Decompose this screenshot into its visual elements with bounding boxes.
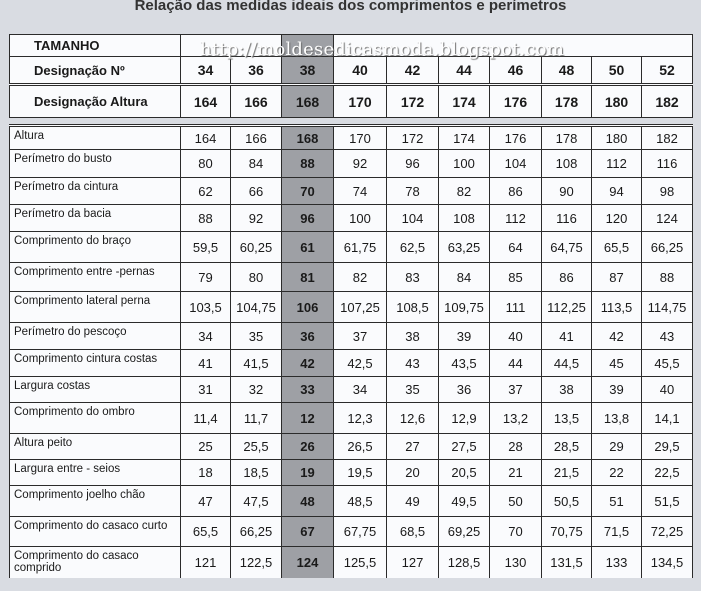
measurement-value: 70,75 [542, 517, 592, 547]
table-row [10, 178, 693, 205]
size-number-cell: 50 [592, 57, 642, 85]
measurement-value: 65,5 [181, 517, 231, 547]
measurement-value: 41 [181, 350, 231, 377]
measurement-value: 40 [490, 323, 542, 350]
table-row [10, 403, 693, 434]
measurement-value: 43 [642, 323, 693, 350]
measurement-value: 108 [542, 150, 592, 178]
measurement-label: Perímetro da bacia [10, 205, 181, 232]
measurement-value: 11,7 [231, 403, 282, 434]
measurement-value: 166 [231, 126, 282, 150]
measurement-value: 113,5 [592, 292, 642, 323]
measurement-value: 60,25 [231, 232, 282, 263]
measurement-value: 21 [490, 460, 542, 486]
measurement-value: 85 [490, 263, 542, 292]
size-number-cell: 48 [542, 57, 592, 85]
measurement-value: 29 [592, 434, 642, 460]
measurement-label: Largura entre - seios [10, 460, 181, 486]
measurement-label: Altura [10, 126, 181, 150]
measurement-value: 18,5 [231, 460, 282, 486]
size-height-cell: 164 [181, 85, 231, 118]
measurement-value: 42 [282, 350, 334, 377]
measurement-value: 65,5 [592, 232, 642, 263]
measurement-value: 45 [592, 350, 642, 377]
table-row [10, 263, 693, 292]
measurement-value: 88 [282, 150, 334, 178]
measurement-value: 13,8 [592, 403, 642, 434]
measurement-value: 108 [439, 205, 490, 232]
measurement-value: 45,5 [642, 350, 693, 377]
measurement-value: 35 [387, 377, 439, 403]
measurement-value: 121 [181, 547, 231, 579]
table-row [10, 434, 693, 460]
measurement-value: 70 [490, 517, 542, 547]
measurement-value: 70 [282, 178, 334, 205]
measurement-value: 109,75 [439, 292, 490, 323]
table-row [10, 232, 693, 263]
measurement-value: 20,5 [439, 460, 490, 486]
designacao-altura-label: Designação Altura [10, 85, 181, 118]
measurement-value: 92 [334, 150, 387, 178]
measurement-value: 80 [231, 263, 282, 292]
table-row [10, 323, 693, 350]
measurement-value: 62 [181, 178, 231, 205]
measurement-label: Comprimento do casaco curto [10, 517, 181, 547]
measurement-value: 96 [387, 150, 439, 178]
measurement-value: 14,1 [642, 403, 693, 434]
measurement-value: 134,5 [642, 547, 693, 579]
measurement-value: 49 [387, 486, 439, 517]
measurement-value: 13,2 [490, 403, 542, 434]
measurement-value: 19,5 [334, 460, 387, 486]
size-number-cell: 44 [439, 57, 490, 85]
measurement-value: 112 [490, 205, 542, 232]
scan-margin [0, 578, 701, 591]
page-title: Relação das medidas ideais dos comprimentos e perímetros [134, 0, 567, 14]
measurement-value: 43 [387, 350, 439, 377]
size-height-cell: 178 [542, 85, 592, 118]
table-row [10, 205, 693, 232]
measurement-value: 51,5 [642, 486, 693, 517]
measurement-value: 12,3 [334, 403, 387, 434]
measurement-label: Perímetro da cintura [10, 178, 181, 205]
measurement-value: 68,5 [387, 517, 439, 547]
measurement-value: 19 [282, 460, 334, 486]
measurement-value: 28,5 [542, 434, 592, 460]
measurement-value: 61,75 [334, 232, 387, 263]
measurement-value: 107,25 [334, 292, 387, 323]
size-number-cell: 36 [231, 57, 282, 85]
measurement-value: 116 [642, 150, 693, 178]
measurement-value: 130 [490, 547, 542, 579]
measurement-value: 48 [282, 486, 334, 517]
measurement-value: 66,25 [231, 517, 282, 547]
measurement-value: 125,5 [334, 547, 387, 579]
measurement-value: 72,25 [642, 517, 693, 547]
measurement-label: Perímetro do pescoço [10, 323, 181, 350]
measurement-value: 34 [181, 323, 231, 350]
measurement-value: 127 [387, 547, 439, 579]
measurement-value: 26 [282, 434, 334, 460]
measurement-value: 120 [592, 205, 642, 232]
measurement-value: 172 [387, 126, 439, 150]
measurement-value: 79 [181, 263, 231, 292]
measurement-value: 92 [231, 205, 282, 232]
measurement-value: 27 [387, 434, 439, 460]
measurement-value: 180 [592, 126, 642, 150]
measurement-value: 100 [334, 205, 387, 232]
measurement-value: 71,5 [592, 517, 642, 547]
measurement-label: Comprimento do braço [10, 232, 181, 263]
measurement-value: 96 [282, 205, 334, 232]
measurement-value: 41 [542, 323, 592, 350]
table-row [10, 460, 693, 486]
table-row [10, 486, 693, 517]
measurement-value: 84 [231, 150, 282, 178]
measurement-value: 38 [387, 323, 439, 350]
measurement-value: 98 [642, 178, 693, 205]
measurement-value: 104 [387, 205, 439, 232]
measurement-value: 42 [592, 323, 642, 350]
measurement-value: 124 [642, 205, 693, 232]
measurement-value: 12,6 [387, 403, 439, 434]
measurement-value: 69,25 [439, 517, 490, 547]
measurement-value: 44,5 [542, 350, 592, 377]
measurement-value: 133 [592, 547, 642, 579]
measurement-value: 104,75 [231, 292, 282, 323]
measurement-value: 28 [490, 434, 542, 460]
measurement-value: 94 [592, 178, 642, 205]
measurement-value: 83 [387, 263, 439, 292]
measurement-label: Largura costas [10, 377, 181, 403]
measurement-value: 86 [542, 263, 592, 292]
measurement-value: 64 [490, 232, 542, 263]
size-height-cell: 172 [387, 85, 439, 118]
measurement-value: 47,5 [231, 486, 282, 517]
size-number-cell: 38 [282, 57, 334, 85]
measurement-value: 88 [642, 263, 693, 292]
measurement-label: Comprimento do casaco comprido [10, 547, 181, 579]
measurement-value: 122,5 [231, 547, 282, 579]
measurement-label: Comprimento do ombro [10, 403, 181, 434]
measurement-value: 20 [387, 460, 439, 486]
measurement-value: 36 [282, 323, 334, 350]
size-number-cell: 42 [387, 57, 439, 85]
measurement-value: 64,75 [542, 232, 592, 263]
measurement-label: Comprimento joelho chão [10, 486, 181, 517]
table-row [10, 126, 693, 150]
measurement-value: 84 [439, 263, 490, 292]
size-height-cell: 180 [592, 85, 642, 118]
measurement-value: 34 [334, 377, 387, 403]
measurement-value: 49,5 [439, 486, 490, 517]
measurement-value: 50,5 [542, 486, 592, 517]
size-height-cell: 174 [439, 85, 490, 118]
measurement-value: 42,5 [334, 350, 387, 377]
measurements-table [9, 124, 693, 579]
measurement-value: 66,25 [642, 232, 693, 263]
measurement-value: 82 [334, 263, 387, 292]
measurement-value: 90 [542, 178, 592, 205]
measurement-value: 78 [387, 178, 439, 205]
size-height-cell: 170 [334, 85, 387, 118]
measurement-value: 67 [282, 517, 334, 547]
measurement-value: 112 [592, 150, 642, 178]
measurement-value: 174 [439, 126, 490, 150]
measurement-value: 108,5 [387, 292, 439, 323]
size-number-cell: 34 [181, 57, 231, 85]
measurement-value: 178 [542, 126, 592, 150]
measurement-value: 59,5 [181, 232, 231, 263]
table-row [10, 350, 693, 377]
measurement-value: 32 [231, 377, 282, 403]
measurement-value: 11,4 [181, 403, 231, 434]
measurement-label: Perímetro do busto [10, 150, 181, 178]
measurement-value: 39 [439, 323, 490, 350]
measurement-value: 114,75 [642, 292, 693, 323]
measurement-value: 13,5 [542, 403, 592, 434]
measurement-value: 128,5 [439, 547, 490, 579]
measurement-value: 80 [181, 150, 231, 178]
measurement-value: 37 [490, 377, 542, 403]
measurement-value: 182 [642, 126, 693, 150]
size-height-cell: 182 [642, 85, 693, 118]
measurement-value: 36 [439, 377, 490, 403]
measurement-label: Comprimento lateral perna [10, 292, 181, 323]
measurement-value: 81 [282, 263, 334, 292]
size-number-cell: 46 [490, 57, 542, 85]
measurement-value: 33 [282, 377, 334, 403]
size-height-cell: 168 [282, 85, 334, 118]
measurement-value: 21,5 [542, 460, 592, 486]
measurement-value: 39 [592, 377, 642, 403]
measurement-label: Comprimento entre -pernas [10, 263, 181, 292]
measurement-value: 25 [181, 434, 231, 460]
table-row [10, 377, 693, 403]
measurement-value: 18 [181, 460, 231, 486]
measurement-value: 27,5 [439, 434, 490, 460]
measurement-value: 44 [490, 350, 542, 377]
measurement-value: 22 [592, 460, 642, 486]
measurement-value: 164 [181, 126, 231, 150]
measurement-value: 62,5 [387, 232, 439, 263]
size-height-cell: 166 [231, 85, 282, 118]
table-row [10, 547, 693, 579]
measurement-value: 112,25 [542, 292, 592, 323]
measurement-value: 131,5 [542, 547, 592, 579]
measurement-value: 74 [334, 178, 387, 205]
measurement-value: 116 [542, 205, 592, 232]
measurement-value: 106 [282, 292, 334, 323]
measurement-value: 40 [642, 377, 693, 403]
designacao-numero-label: Designação Nº [10, 57, 181, 85]
measurement-value: 12 [282, 403, 334, 434]
table-row [10, 517, 693, 547]
measurement-label: Altura peito [10, 434, 181, 460]
measurement-value: 170 [334, 126, 387, 150]
measurement-value: 124 [282, 547, 334, 579]
measurement-value: 100 [439, 150, 490, 178]
measurement-label: Comprimento cintura costas [10, 350, 181, 377]
measurement-value: 37 [334, 323, 387, 350]
table-row [10, 150, 693, 178]
size-number-cell: 40 [334, 57, 387, 85]
measurement-value: 25,5 [231, 434, 282, 460]
measurement-value: 103,5 [181, 292, 231, 323]
watermark-url: http://moldesedicasmoda.blogspot.com [200, 39, 565, 60]
measurement-value: 66 [231, 178, 282, 205]
measurement-value: 61 [282, 232, 334, 263]
measurement-value: 111 [490, 292, 542, 323]
measurement-value: 43,5 [439, 350, 490, 377]
measurement-value: 22,5 [642, 460, 693, 486]
measurement-value: 35 [231, 323, 282, 350]
measurement-value: 104 [490, 150, 542, 178]
measurement-value: 88 [181, 205, 231, 232]
measurement-value: 50 [490, 486, 542, 517]
tamanho-label: TAMANHO [10, 35, 181, 57]
size-number-cell: 52 [642, 57, 693, 85]
measurement-value: 87 [592, 263, 642, 292]
measurement-value: 38 [542, 377, 592, 403]
measurement-value: 63,25 [439, 232, 490, 263]
measurement-value: 47 [181, 486, 231, 517]
measurement-value: 82 [439, 178, 490, 205]
measurement-value: 67,75 [334, 517, 387, 547]
measurement-value: 26,5 [334, 434, 387, 460]
measurement-value: 12,9 [439, 403, 490, 434]
measurement-value: 41,5 [231, 350, 282, 377]
measurement-value: 48,5 [334, 486, 387, 517]
measurement-value: 176 [490, 126, 542, 150]
table-row [10, 292, 693, 323]
measurement-value: 51 [592, 486, 642, 517]
measurement-value: 168 [282, 126, 334, 150]
size-height-cell: 176 [490, 85, 542, 118]
measurement-value: 29,5 [642, 434, 693, 460]
measurement-value: 31 [181, 377, 231, 403]
measurement-value: 86 [490, 178, 542, 205]
